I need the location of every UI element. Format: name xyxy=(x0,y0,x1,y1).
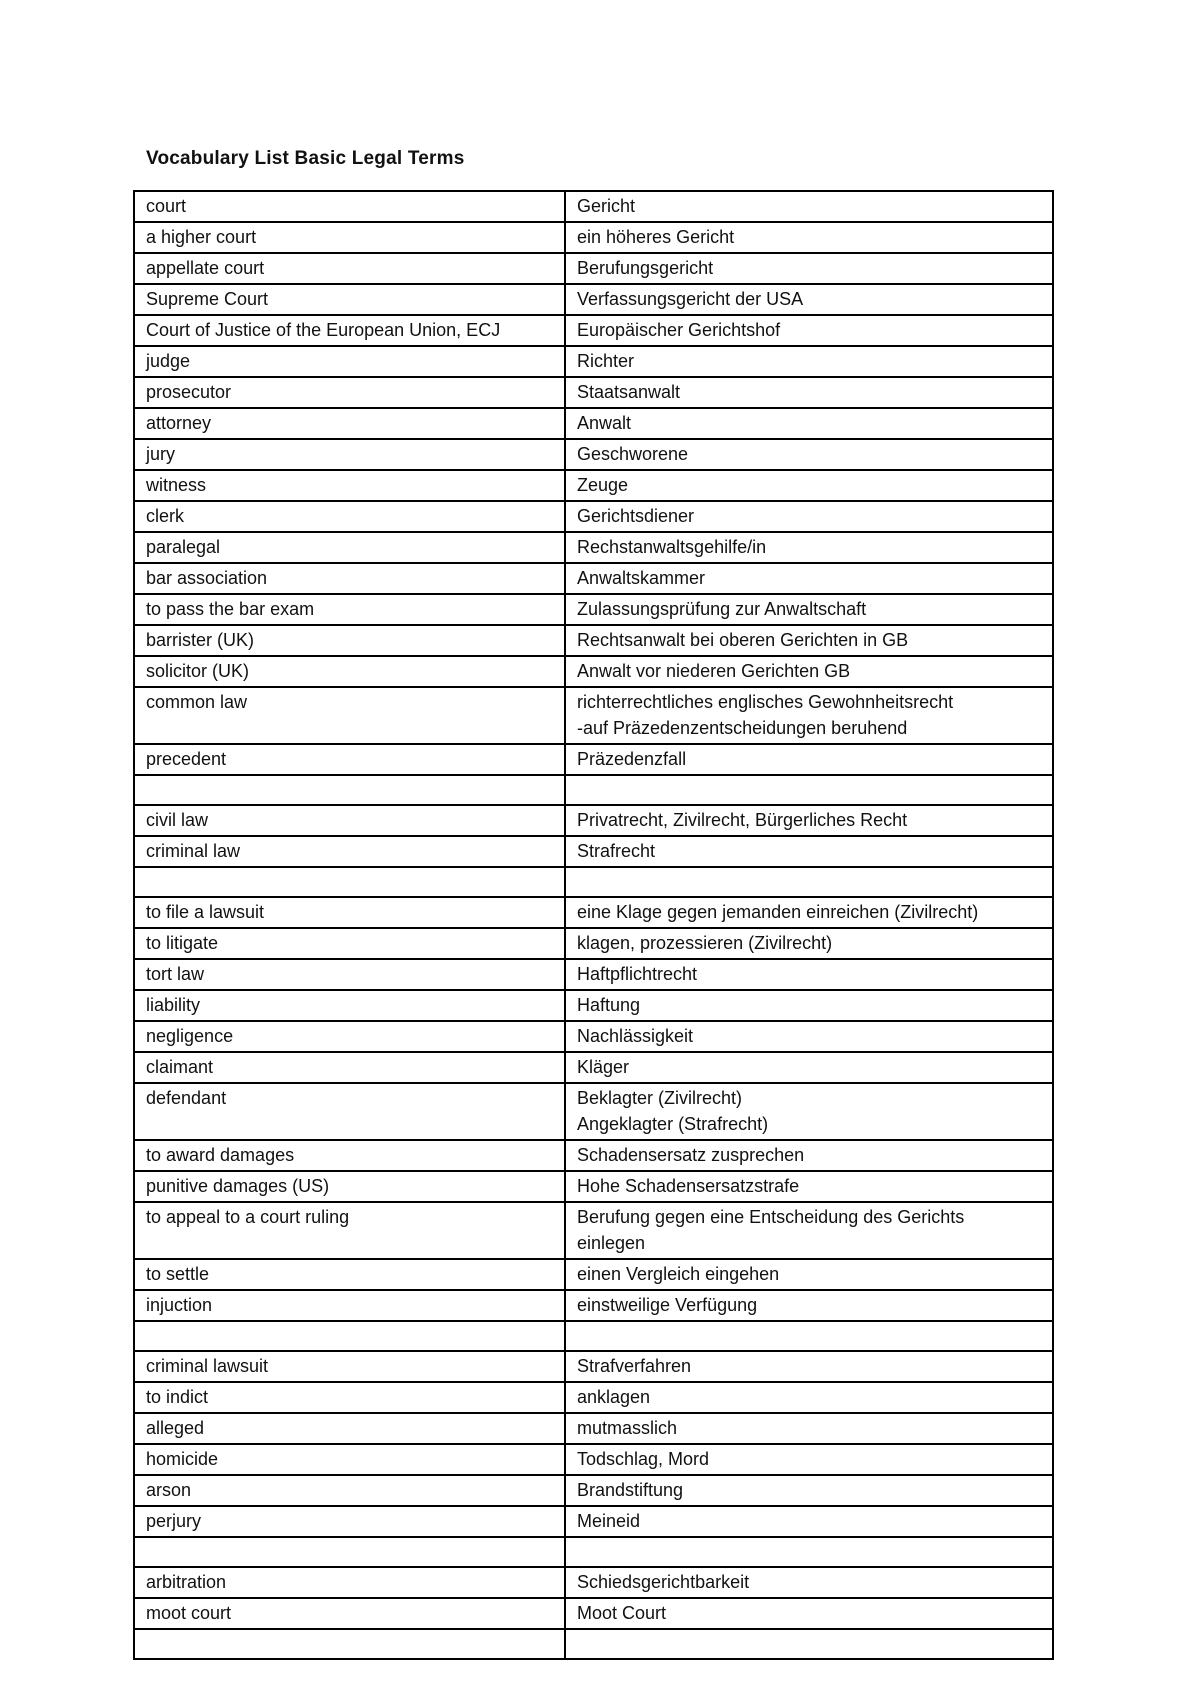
english-term-cell: paralegal xyxy=(134,532,565,563)
english-term-cell: precedent xyxy=(134,744,565,775)
table-row xyxy=(134,625,1053,656)
english-term-cell xyxy=(134,775,565,805)
german-translation-cell: Staatsanwalt xyxy=(565,377,1053,408)
english-term-cell: jury xyxy=(134,439,565,470)
german-translation-cell: Strafverfahren xyxy=(565,1351,1053,1382)
german-translation-cell: anklagen xyxy=(565,1382,1053,1413)
german-translation-cell: Berufungsgericht xyxy=(565,253,1053,284)
english-term-cell: negligence xyxy=(134,1021,565,1052)
german-translation-cell: Kläger xyxy=(565,1052,1053,1083)
german-translation-cell: Todschlag, Mord xyxy=(565,1444,1053,1475)
table-row xyxy=(134,990,1053,1021)
english-term-cell: witness xyxy=(134,470,565,501)
table-row xyxy=(134,346,1053,377)
german-translation-cell xyxy=(565,775,1053,805)
table-row xyxy=(134,1052,1053,1083)
english-term-cell: punitive damages (US) xyxy=(134,1171,565,1202)
german-translation-cell: Haftpflichtrecht xyxy=(565,959,1053,990)
german-translation-cell: Rechstanwaltsgehilfe/in xyxy=(565,532,1053,563)
english-term-cell xyxy=(134,1321,565,1351)
english-term-cell: attorney xyxy=(134,408,565,439)
english-term-cell: criminal law xyxy=(134,836,565,867)
page-title: Vocabulary List Basic Legal Terms xyxy=(146,148,465,169)
table-row xyxy=(134,439,1053,470)
table-row xyxy=(134,1567,1053,1598)
table-row xyxy=(134,1202,1053,1259)
german-translation-cell: eine Klage gegen jemanden einreichen (Zivilrecht) xyxy=(565,897,1053,928)
german-translation-cell: Privatrecht, Zivilrecht, Bürgerliches Recht xyxy=(565,805,1053,836)
table-row xyxy=(134,222,1053,253)
german-translation-cell: klagen, prozessieren (Zivilrecht) xyxy=(565,928,1053,959)
table-row xyxy=(134,1140,1053,1171)
german-translation-cell: Rechtsanwalt bei oberen Gerichten in GB xyxy=(565,625,1053,656)
english-term-cell: to pass the bar exam xyxy=(134,594,565,625)
english-term-cell xyxy=(134,1537,565,1567)
english-term-cell: to appeal to a court ruling xyxy=(134,1202,565,1259)
table-row xyxy=(134,1475,1053,1506)
table-row xyxy=(134,897,1053,928)
german-translation-cell xyxy=(565,1321,1053,1351)
table-row xyxy=(134,959,1053,990)
german-translation-cell: einen Vergleich eingehen xyxy=(565,1259,1053,1290)
german-translation-cell: Beklagter (Zivilrecht) Angeklagter (Strafrecht) xyxy=(565,1083,1053,1140)
english-term-cell: appellate court xyxy=(134,253,565,284)
german-translation-cell: Zulassungsprüfung zur Anwaltschaft xyxy=(565,594,1053,625)
table-row xyxy=(134,1598,1053,1629)
german-translation-cell: ein höheres Gericht xyxy=(565,222,1053,253)
table-row xyxy=(134,1444,1053,1475)
table-row xyxy=(134,1537,1053,1567)
table-row xyxy=(134,1506,1053,1537)
table-row xyxy=(134,867,1053,897)
english-term-cell: prosecutor xyxy=(134,377,565,408)
german-translation-cell: Brandstiftung xyxy=(565,1475,1053,1506)
table-row xyxy=(134,1629,1053,1659)
table-row xyxy=(134,687,1053,744)
english-term-cell: claimant xyxy=(134,1052,565,1083)
german-translation-cell: Schiedsgerichtbarkeit xyxy=(565,1567,1053,1598)
german-translation-cell xyxy=(565,1537,1053,1567)
table-row xyxy=(134,1290,1053,1321)
german-translation-cell: Nachlässigkeit xyxy=(565,1021,1053,1052)
german-translation-cell: Moot Court xyxy=(565,1598,1053,1629)
english-term-cell xyxy=(134,1629,565,1659)
table-row xyxy=(134,1259,1053,1290)
english-term-cell: clerk xyxy=(134,501,565,532)
german-translation-cell: Anwaltskammer xyxy=(565,563,1053,594)
table-row xyxy=(134,1321,1053,1351)
german-translation-cell: richterrechtliches englisches Gewohnheitsrecht -auf Präzedenzentscheidungen beruhend xyxy=(565,687,1053,744)
english-term-cell: injuction xyxy=(134,1290,565,1321)
german-translation-cell: einstweilige Verfügung xyxy=(565,1290,1053,1321)
english-term-cell: solicitor (UK) xyxy=(134,656,565,687)
english-term-cell: moot court xyxy=(134,1598,565,1629)
english-term-cell: homicide xyxy=(134,1444,565,1475)
english-term-cell: barrister (UK) xyxy=(134,625,565,656)
english-term-cell: court xyxy=(134,191,565,222)
german-translation-cell: mutmasslich xyxy=(565,1413,1053,1444)
table-row xyxy=(134,836,1053,867)
table-row xyxy=(134,744,1053,775)
english-term-cell xyxy=(134,867,565,897)
vocabulary-table-body xyxy=(134,191,1053,1659)
german-translation-cell xyxy=(565,1629,1053,1659)
english-term-cell: civil law xyxy=(134,805,565,836)
english-term-cell: judge xyxy=(134,346,565,377)
german-translation-cell: Meineid xyxy=(565,1506,1053,1537)
table-row xyxy=(134,315,1053,346)
table-row xyxy=(134,470,1053,501)
table-row xyxy=(134,408,1053,439)
table-row xyxy=(134,1171,1053,1202)
table-row xyxy=(134,284,1053,315)
german-translation-cell xyxy=(565,867,1053,897)
table-row xyxy=(134,775,1053,805)
german-translation-cell: Zeuge xyxy=(565,470,1053,501)
table-row xyxy=(134,1413,1053,1444)
table-row xyxy=(134,1083,1053,1140)
german-translation-cell: Strafrecht xyxy=(565,836,1053,867)
table-row xyxy=(134,563,1053,594)
english-term-cell: common law xyxy=(134,687,565,744)
table-row xyxy=(134,1382,1053,1413)
german-translation-cell: Richter xyxy=(565,346,1053,377)
english-term-cell: to settle xyxy=(134,1259,565,1290)
german-translation-cell: Haftung xyxy=(565,990,1053,1021)
table-row xyxy=(134,928,1053,959)
english-term-cell: tort law xyxy=(134,959,565,990)
english-term-cell: to file a lawsuit xyxy=(134,897,565,928)
german-translation-cell: Anwalt xyxy=(565,408,1053,439)
english-term-cell: arson xyxy=(134,1475,565,1506)
table-row xyxy=(134,191,1053,222)
english-term-cell: a higher court xyxy=(134,222,565,253)
english-term-cell: arbitration xyxy=(134,1567,565,1598)
table-row xyxy=(134,656,1053,687)
german-translation-cell: Gerichtsdiener xyxy=(565,501,1053,532)
english-term-cell: to indict xyxy=(134,1382,565,1413)
german-translation-cell: Europäischer Gerichtshof xyxy=(565,315,1053,346)
table-row xyxy=(134,377,1053,408)
english-term-cell: defendant xyxy=(134,1083,565,1140)
english-term-cell: to litigate xyxy=(134,928,565,959)
vocabulary-table xyxy=(133,190,1054,1660)
english-term-cell: to award damages xyxy=(134,1140,565,1171)
english-term-cell: perjury xyxy=(134,1506,565,1537)
german-translation-cell: Verfassungsgericht der USA xyxy=(565,284,1053,315)
english-term-cell: Court of Justice of the European Union, ECJ xyxy=(134,315,565,346)
german-translation-cell: Gericht xyxy=(565,191,1053,222)
german-translation-cell: Geschworene xyxy=(565,439,1053,470)
english-term-cell: criminal lawsuit xyxy=(134,1351,565,1382)
table-row xyxy=(134,532,1053,563)
german-translation-cell: Anwalt vor niederen Gerichten GB xyxy=(565,656,1053,687)
table-row xyxy=(134,501,1053,532)
table-row xyxy=(134,1021,1053,1052)
german-translation-cell: Berufung gegen eine Entscheidung des Gerichts einlegen xyxy=(565,1202,1053,1259)
german-translation-cell: Schadensersatz zusprechen xyxy=(565,1140,1053,1171)
english-term-cell: liability xyxy=(134,990,565,1021)
table-row xyxy=(134,1351,1053,1382)
table-row xyxy=(134,594,1053,625)
table-row xyxy=(134,805,1053,836)
table-row xyxy=(134,253,1053,284)
german-translation-cell: Präzedenzfall xyxy=(565,744,1053,775)
german-translation-cell: Hohe Schadensersatzstrafe xyxy=(565,1171,1053,1202)
english-term-cell: alleged xyxy=(134,1413,565,1444)
english-term-cell: bar association xyxy=(134,563,565,594)
english-term-cell: Supreme Court xyxy=(134,284,565,315)
